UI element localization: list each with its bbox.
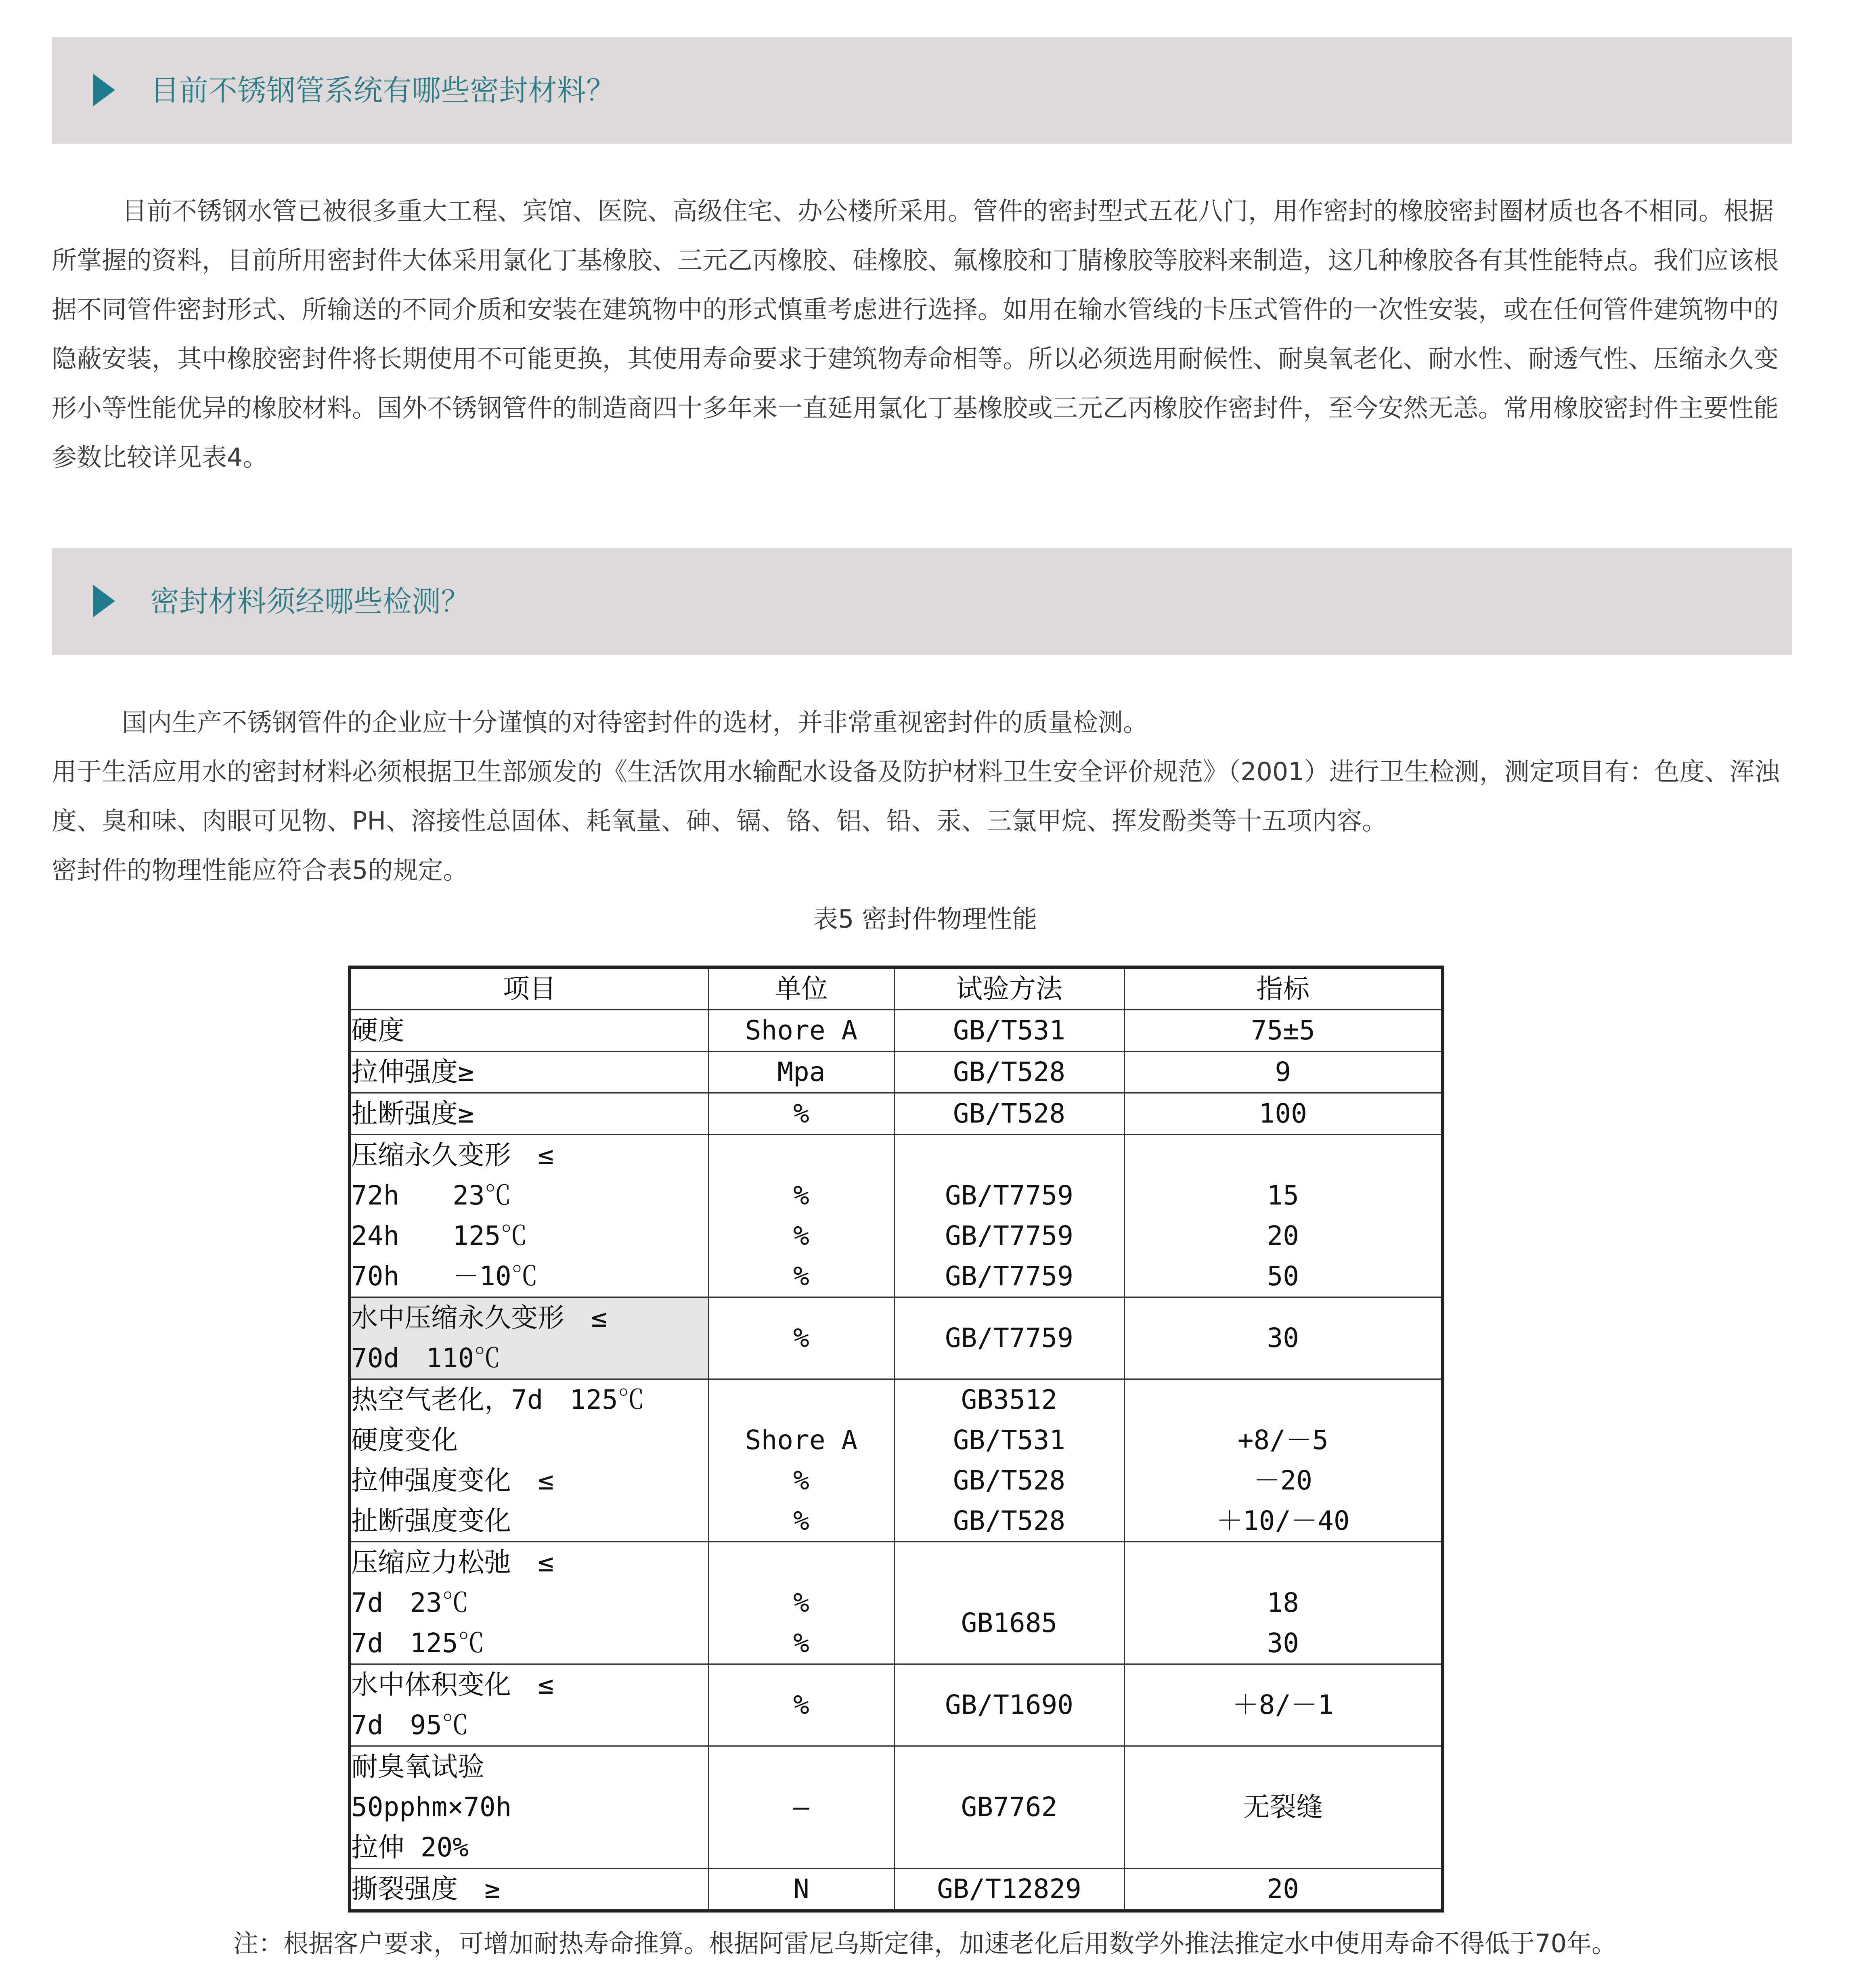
table-row <box>350 1297 1443 1379</box>
paragraph: 用于生活应用水的密封材料必须根据卫生部颁发的《生活饮用水输配水设备及防护材料卫生安全评价规范》（2001）进行卫生检测，测定项目有：色度、浑浊度、臭和味、肉眼可见物、PH、溶接性总固体、耗氧量、砷、镉、铬、铝、铅、汞、三氯甲烷、挥发酚类等十五项内容。 <box>52 757 1780 836</box>
cell-value: 9 <box>1124 1052 1443 1093</box>
table-caption: 表5 密封件物理性能 <box>813 904 1037 934</box>
cell-item: 压缩应力松弛 ≤ 7d 23℃ 7d 125℃ <box>350 1542 708 1664</box>
section-title: 密封材料须经哪些检测？ <box>150 584 470 618</box>
section-body <box>52 186 1792 482</box>
paragraph: 目前不锈钢水管已被很多重大工程、宾馆、医院、高级住宅、办公楼所采用。管件的密封型式五花八门，用作密封的橡胶密封圈材质也各不相同。根据所掌握的资料，目前所用密封件大体采用氯化丁基橡胶、三元乙丙橡胶、硅橡胶、氟橡胶和丁腈橡胶等胶料来制造，这几种橡胶各有其性能特点。我们应该根据不同管件密封形式、所输送的不同介质和安装在建筑物中的形式慎重考虑进行选择。如用在输水管线的卡压式管件的一次性安装，或在任何管件建筑物中的隐蔽安装，其中橡胶密封件将长期使用不可能更换，其使用寿命要求于建筑物寿命相等。所以必须选用耐候性、耐臭氧老化、耐水性、耐透气性、压缩永久变形小等性能优异的橡胶材料。国外不锈钢管件的制造商四十多年来一直延用氯化丁基橡胶或三元乙丙橡胶作密封件，至今安然无恙。常用橡胶密封件主要性能参数比较详见表4。 <box>52 196 1779 472</box>
cell-item: 热空气老化，7d 125℃ 硬度变化 拉伸强度变化 ≤ 扯断强度变化 <box>350 1379 708 1542</box>
physical-properties-table <box>348 966 1444 1913</box>
cell-unit: % % <box>708 1542 894 1664</box>
cell-item: 压缩永久变形 ≤ 72h 23℃ 24h 125℃ 70h －10℃ <box>350 1135 708 1297</box>
cell-method: GB/T1690 <box>894 1664 1124 1746</box>
cell-item: 扯断强度≥ <box>350 1093 708 1135</box>
cell-method: GB3512 GB/T531 GB/T528 GB/T528 <box>894 1379 1124 1542</box>
column-header-method: 试验方法 <box>894 967 1124 1010</box>
cell-unit: Shore A % % <box>708 1379 894 1542</box>
cell-item: 水中压缩永久变形 ≤ 70d 110℃ <box>350 1297 708 1379</box>
cell-value: 75±5 <box>1124 1010 1443 1052</box>
cell-item: 耐臭氧试验 50pphm×70h 拉伸 20% <box>350 1746 708 1869</box>
cell-unit: % <box>708 1297 894 1379</box>
cell-item: 撕裂强度 ≥ <box>350 1869 708 1911</box>
cell-method: GB/T7759 GB/T7759 GB/T7759 <box>894 1135 1124 1297</box>
cell-unit: N <box>708 1869 894 1911</box>
cell-unit: % <box>708 1664 894 1746</box>
table-row <box>350 1542 1443 1664</box>
table-row <box>350 1379 1443 1542</box>
section-header-sealing-materials <box>52 37 1792 144</box>
cell-method: GB7762 <box>894 1746 1124 1869</box>
section-title: 目前不锈钢管系统有哪些密封材料？ <box>150 73 616 107</box>
cell-value: +8/－5 －20 ＋10/－40 <box>1124 1379 1443 1542</box>
paragraph: 密封件的物理性能应符合表5的规定。 <box>52 855 468 885</box>
footnote: 注：根据客户要求，可增加耐热寿命推算。根据阿雷尼乌斯定律，加速老化后用数学外推法推定水中使用寿命不得低于70年。 <box>233 1929 1617 1958</box>
cell-value: 18 30 <box>1124 1542 1443 1664</box>
cell-unit: — <box>708 1746 894 1869</box>
section-header-inspection <box>52 548 1792 655</box>
table-row <box>350 1135 1443 1297</box>
table-row <box>350 1746 1443 1869</box>
paragraph: 国内生产不锈钢管件的企业应十分谨慎的对待密封件的选材，并非常重视密封件的质量检测。 <box>122 708 1148 737</box>
cell-method: GB/T528 <box>894 1052 1124 1093</box>
cell-unit: % <box>708 1093 894 1135</box>
table-row <box>350 1052 1443 1093</box>
table-row <box>350 1010 1443 1052</box>
table-row <box>350 1664 1443 1746</box>
cell-unit: % % % <box>708 1135 894 1297</box>
cell-value: 30 <box>1124 1297 1443 1379</box>
cell-value: 15 20 50 <box>1124 1135 1443 1297</box>
triangle-bullet-icon <box>93 585 115 617</box>
cell-item: 水中体积变化 ≤ 7d 95℃ <box>350 1664 708 1746</box>
triangle-bullet-icon <box>93 74 115 106</box>
cell-item: 拉伸强度≥ <box>350 1052 708 1093</box>
section-body <box>52 698 1792 895</box>
cell-value: 20 <box>1124 1869 1443 1911</box>
cell-method: GB/T531 <box>894 1010 1124 1052</box>
cell-unit: Shore A <box>708 1010 894 1052</box>
cell-item: 硬度 <box>350 1010 708 1052</box>
cell-value: ＋8/－1 <box>1124 1664 1443 1746</box>
cell-method: GB/T12829 <box>894 1869 1124 1911</box>
column-header-unit: 单位 <box>708 967 894 1010</box>
table-row <box>350 1869 1443 1911</box>
column-header-value: 指标 <box>1124 967 1443 1010</box>
table-row <box>350 1093 1443 1135</box>
table-header-row <box>350 967 1443 1010</box>
cell-method: GB/T7759 <box>894 1297 1124 1379</box>
column-header-item: 项目 <box>350 967 708 1010</box>
cell-method: GB/T528 <box>894 1093 1124 1135</box>
cell-value: 100 <box>1124 1093 1443 1135</box>
cell-method: GB1685 <box>894 1542 1124 1664</box>
cell-unit: Mpa <box>708 1052 894 1093</box>
cell-value: 无裂缝 <box>1124 1746 1443 1869</box>
